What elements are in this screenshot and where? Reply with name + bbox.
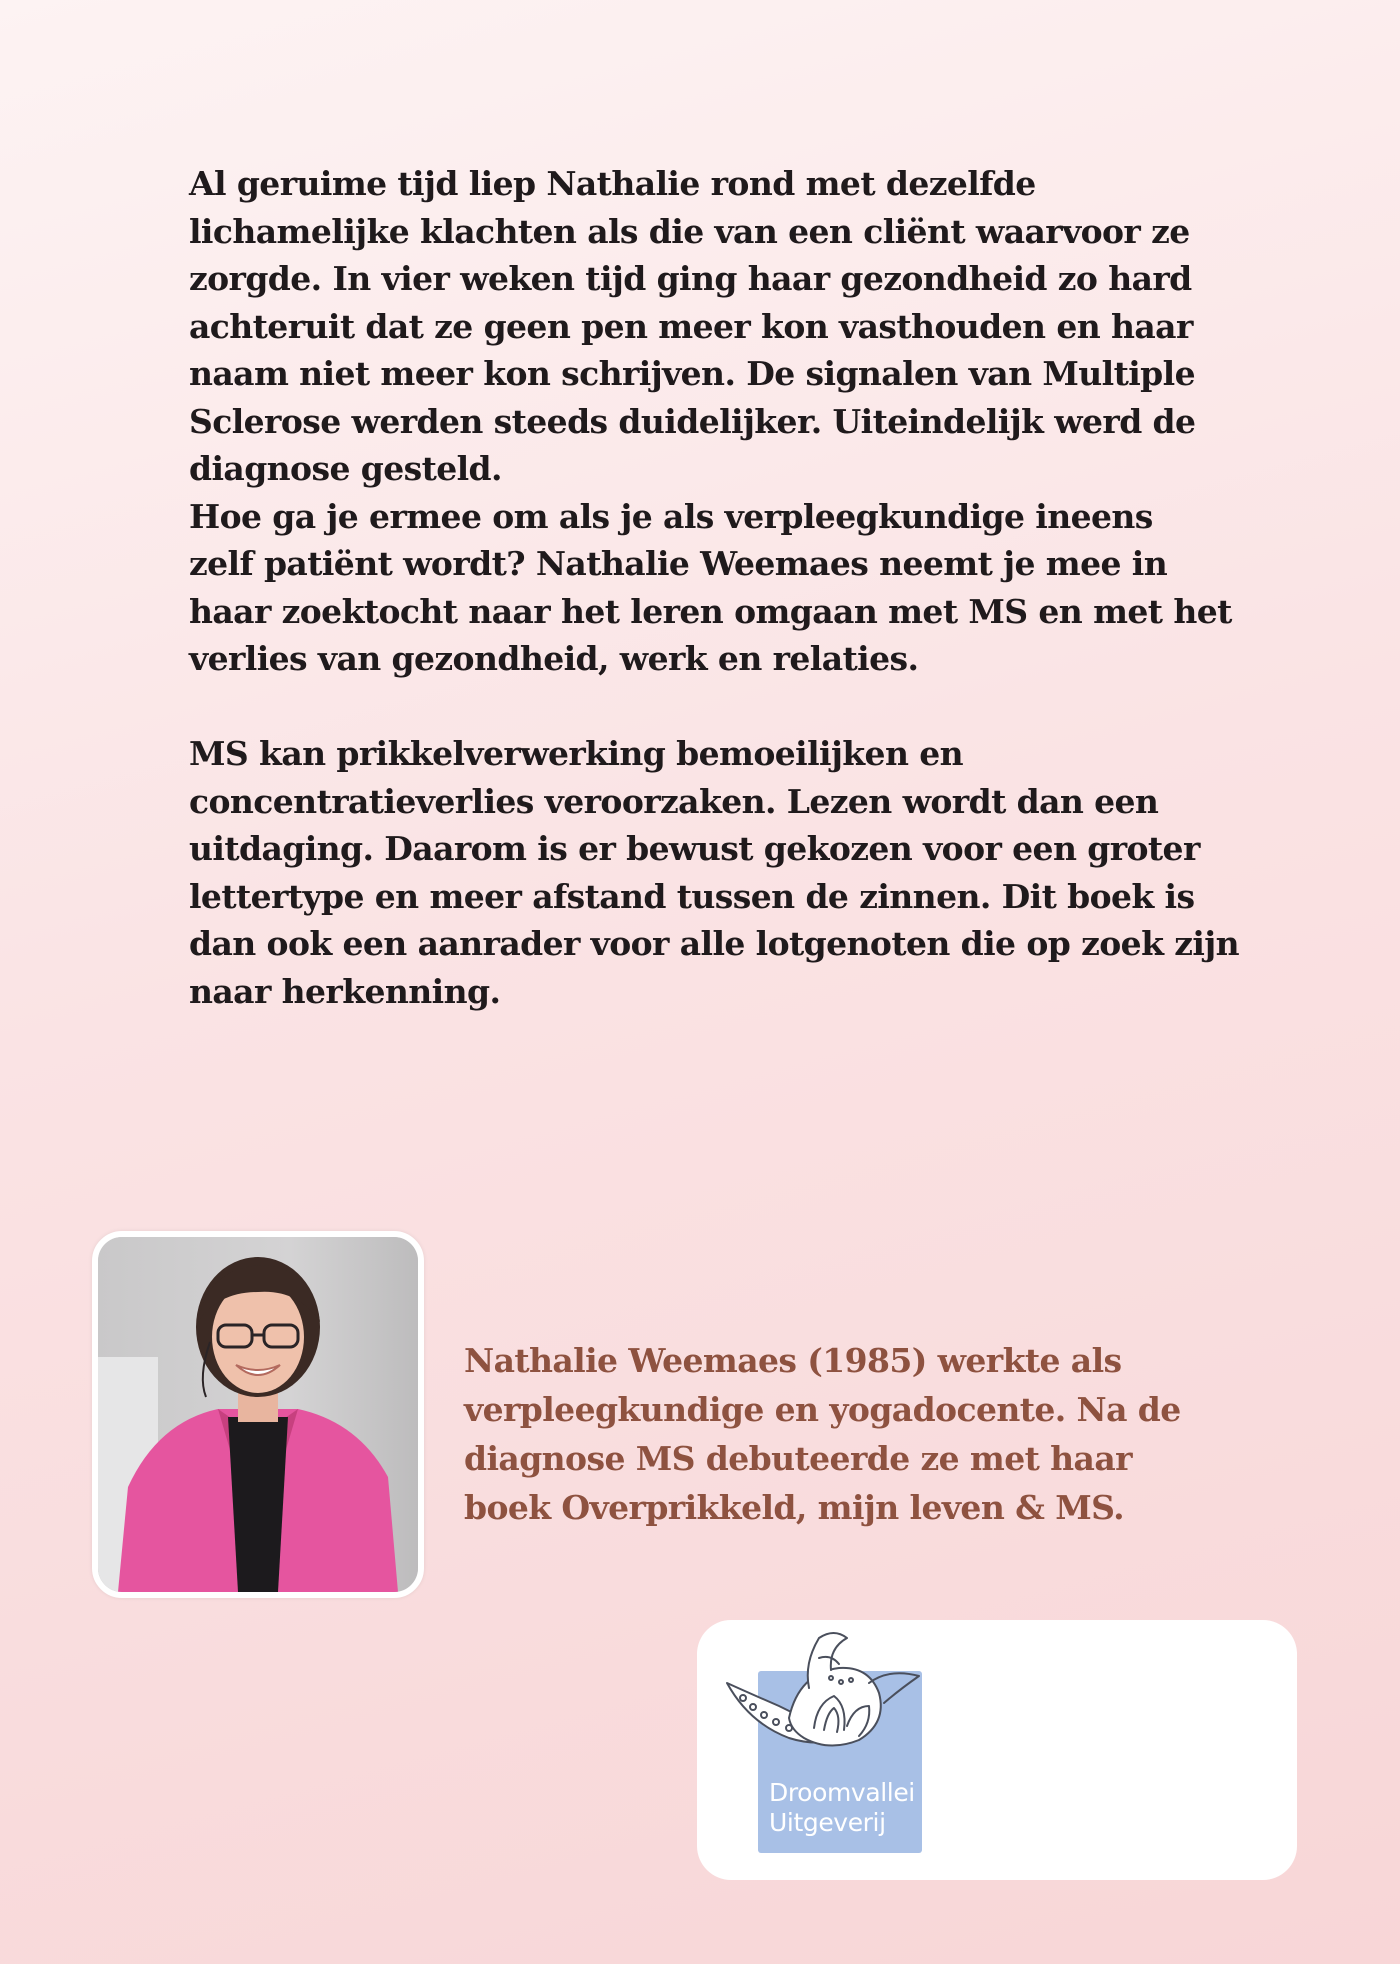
blurb-line: zorgde. In vier weken tijd ging haar gezondheid zo hard (189, 259, 1192, 298)
author-bio (464, 1336, 1184, 1532)
blurb-line: concentratieverlies veroorzaken. Lezen wordt dan een (189, 781, 1159, 821)
blurb-line: Al geruime tijd liep Nathalie rond met dezelfde (189, 164, 1036, 203)
blurb-line: lichamelijke klachten als die van een cliënt waarvoor ze (189, 211, 1190, 251)
blurb-line: haar zoektocht naar het leren omgaan met MS en met het (189, 591, 1232, 631)
author-bio-line: verpleegkundige en yogadocente. Na de (464, 1390, 1181, 1429)
blurb-line: naam niet meer kon schrijven. De signalen van Multiple (189, 354, 1195, 393)
bird-icon (719, 1628, 929, 1778)
blurb-line: Sclerose werden steeds duidelijker. Uiteindelijk werd de (189, 401, 1196, 441)
blurb-line: uitdaging. Daarom is er bewust gekozen voor een groter (189, 829, 1200, 868)
blurb-line: diagnose gesteld. (189, 449, 502, 488)
publisher-box (697, 1620, 1297, 1880)
publisher-logo (719, 1628, 929, 1868)
back-cover-blurb (189, 160, 1240, 1015)
blurb-line: Hoe ga je ermee om als je als verpleegkundige ineens (189, 496, 1153, 536)
publisher-name-line: Droomvallei (769, 1778, 915, 1807)
blurb-line: zelf patiënt wordt? Nathalie Weemaes neemt je mee in (189, 544, 1168, 583)
blurb-line: lettertype en meer afstand tussen de zinnen. Dit boek is (189, 876, 1195, 916)
publisher-name-line: Uitgeverij (769, 1808, 886, 1837)
author-bio-line: boek Overprikkeld, mijn leven & MS. (464, 1488, 1125, 1527)
publisher-name (769, 1778, 929, 1838)
author-bio-line: Nathalie Weemaes (1985) werkte als (464, 1341, 1122, 1380)
blurb-line: verlies van gezondheid, werk en relaties. (189, 639, 919, 678)
author-bio-line: diagnose MS debuteerde ze met haar (464, 1439, 1132, 1478)
author-photo (92, 1231, 424, 1598)
blurb-line: MS kan prikkelverwerking bemoeilijken en (189, 734, 964, 773)
paragraph-gap (189, 683, 1189, 731)
blurb-line: dan ook een aanrader voor alle lotgenoten die op zoek zijn (189, 924, 1240, 963)
author-portrait-illustration (98, 1237, 418, 1592)
blurb-line: naar herkenning. (189, 971, 501, 1011)
blurb-line: achteruit dat ze geen pen meer kon vasthouden en haar (189, 306, 1193, 346)
